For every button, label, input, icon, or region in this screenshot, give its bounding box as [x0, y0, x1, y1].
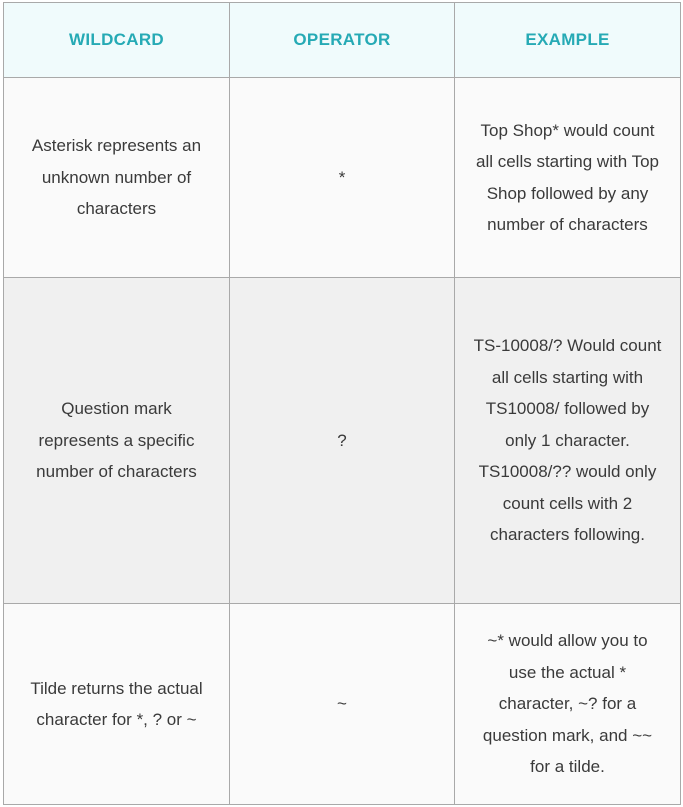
operator-cell: ~ — [230, 604, 455, 805]
table-row — [4, 278, 681, 604]
table-row — [4, 604, 681, 805]
example-cell: TS-10008/? Would count all cells starting with TS10008/ followed by only 1 character. TS10008/?? would only count cells with 2 characters following. — [455, 278, 681, 604]
table-row — [4, 78, 681, 278]
table-header — [4, 3, 681, 78]
wildcard-cell: Asterisk represents an unknown number of characters — [4, 78, 230, 278]
operator-cell: ? — [230, 278, 455, 604]
wildcard-cell: Tilde returns the actual character for *, ? or ~ — [4, 604, 230, 805]
header-operator: OPERATOR — [230, 3, 455, 78]
wildcard-cell: Question mark represents a specific number of characters — [4, 278, 230, 604]
header-example: EXAMPLE — [455, 3, 681, 78]
table-body — [4, 78, 681, 805]
header-row — [4, 3, 681, 78]
example-cell: ~* would allow you to use the actual * character, ~? for a question mark, and ~~ for a tilde. — [455, 604, 681, 805]
wildcard-table — [3, 2, 681, 805]
wildcard-table-container — [3, 2, 681, 805]
operator-cell: * — [230, 78, 455, 278]
header-wildcard: WILDCARD — [4, 3, 230, 78]
example-cell: Top Shop* would count all cells starting with Top Shop followed by any number of characters — [455, 78, 681, 278]
